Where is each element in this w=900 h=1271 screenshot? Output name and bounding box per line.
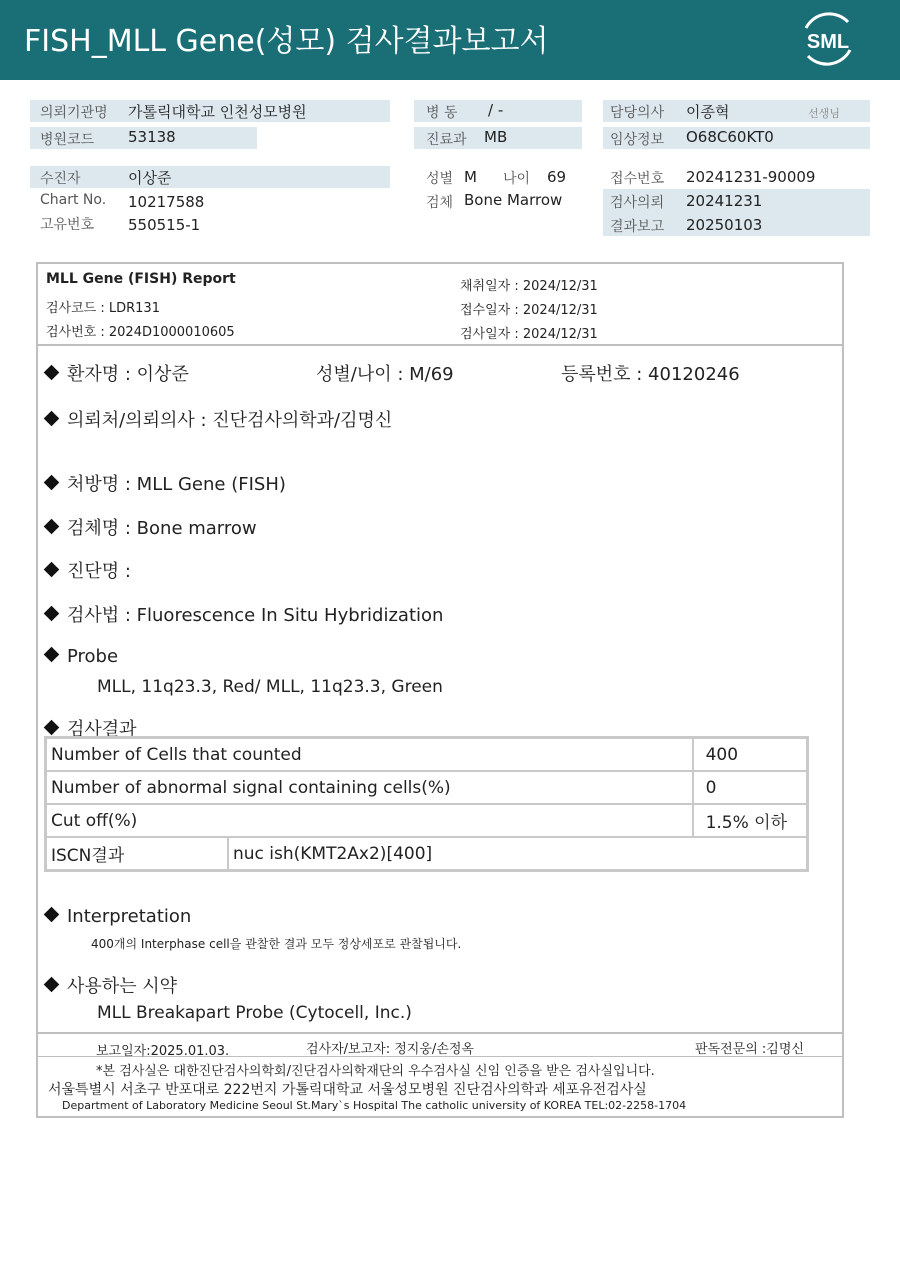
cells-counted-value: 400 xyxy=(693,738,808,772)
collect-date: 채취일자 : 2024/12/31 xyxy=(460,279,598,294)
logo-text: SML xyxy=(806,31,850,53)
probe-heading: Probe xyxy=(46,646,118,667)
referrer-line: 의뢰처/의뢰의사 : 진단검사의학과/김명신 xyxy=(46,406,392,432)
bullet-diamond-icon xyxy=(44,365,60,381)
result-table xyxy=(44,736,809,872)
ward-value: / - xyxy=(488,101,504,119)
dept-label: 진료과 xyxy=(426,132,467,148)
dept-value: MB xyxy=(484,128,508,146)
reagent-text: MLL Breakapart Probe (Cytocell, Inc.) xyxy=(97,1003,412,1023)
bullet-diamond-icon xyxy=(44,720,60,736)
report-title: MLL Gene (FISH) Report xyxy=(46,271,236,287)
request-value: 20241231 xyxy=(686,192,763,210)
diagnosis-line: 진단명 : xyxy=(46,557,131,583)
unique-value: 550515-1 xyxy=(128,216,201,234)
hosp-code-value: 53138 xyxy=(128,128,176,146)
doctor-suffix: 선생님 xyxy=(808,107,840,120)
report-date: 보고일자:2025.01.03. xyxy=(96,1044,230,1059)
result-value: 20250103 xyxy=(686,216,763,234)
exam-date: 검사일자 : 2024/12/31 xyxy=(460,327,598,342)
cutoff-value: 1.5% 이하 xyxy=(693,804,808,837)
specimen-value: Bone Marrow xyxy=(464,191,563,209)
examiner: 검사자/보고자: 정지웅/손정옥 xyxy=(306,1042,474,1057)
pathologist: 판독전문의 :김명신 xyxy=(695,1042,804,1057)
hosp-code-label: 병원코드 xyxy=(40,132,95,148)
prescription-line: 처방명 : MLL Gene (FISH) xyxy=(46,470,286,496)
reagent-heading: 사용하는 시약 xyxy=(46,972,177,998)
footer-divider xyxy=(36,1032,844,1034)
specimen-line: 검체명 : Bone marrow xyxy=(46,514,257,540)
test-code: 검사코드 : LDR131 xyxy=(46,301,160,316)
req-org-value: 가톨릭대학교 인천성모병원 xyxy=(128,103,307,121)
bullet-diamond-icon xyxy=(44,562,60,578)
reg-no-line: 등록번호 : 40120246 xyxy=(561,364,740,385)
bullet-diamond-icon xyxy=(44,475,60,491)
test-number: 검사번호 : 2024D1000010605 xyxy=(46,325,235,340)
bullet-diamond-icon xyxy=(44,411,60,427)
specimen-label: 검체 xyxy=(426,195,454,211)
iscn-value: nuc ish(KMT2Ax2)[400] xyxy=(228,837,808,871)
page-title: FISH_MLL Gene(성모) 검사결과보고서 xyxy=(24,24,549,59)
department-english: Department of Laboratory Medicine Seoul St.Mary`s Hospital The catholic university of KOREA TEL:02-2258-1704 xyxy=(62,1099,687,1112)
req-org-label: 의뢰기관명 xyxy=(40,105,108,121)
probe-text: MLL, 11q23.3, Red/ MLL, 11q23.3, Green xyxy=(97,677,443,697)
result-label: 결과보고 xyxy=(610,219,665,235)
receive-date: 접수일자 : 2024/12/31 xyxy=(460,303,598,318)
cutoff-label: Cut off(%) xyxy=(46,804,693,837)
sex-value: M xyxy=(464,168,477,186)
lab-address: 서울특별시 서초구 반포대로 222번지 가톨릭대학교 서울성모병원 진단검사의학과 세포유전검사실 xyxy=(48,1082,647,1098)
result-heading: 검사결과 xyxy=(46,715,137,741)
patient-value: 이상준 xyxy=(128,169,172,187)
interpretation-heading: Interpretation xyxy=(46,906,191,927)
clinical-label: 임상정보 xyxy=(610,132,665,148)
patient-name-line: 환자명 : 이상준 xyxy=(46,360,189,386)
patient-label: 수진자 xyxy=(40,171,81,187)
method-line: 검사법 : Fluorescence In Situ Hybridization xyxy=(46,601,443,627)
sex-age-line: 성별/나이 : M/69 xyxy=(316,364,454,385)
unique-label: 고유번호 xyxy=(40,217,95,233)
table-row xyxy=(46,771,808,804)
bullet-diamond-icon xyxy=(44,977,60,993)
sml-logo xyxy=(796,10,860,68)
shade-patient xyxy=(30,166,390,188)
iscn-label: ISCN결과 xyxy=(46,837,229,871)
clinical-value: O68C60KT0 xyxy=(686,128,774,146)
bullet-diamond-icon xyxy=(44,907,60,923)
report-header-divider xyxy=(36,344,844,346)
interpretation-text: 400개의 Interphase cell을 관찰한 결과 모두 정상세포로 관찰됩니다. xyxy=(91,937,462,951)
chart-value: 10217588 xyxy=(128,193,205,211)
cells-counted-label: Number of Cells that counted xyxy=(46,738,693,772)
bullet-diamond-icon xyxy=(44,647,60,663)
certification-note: *본 검사실은 대한진단검사의학회/진단검사의학재단의 우수검사실 신임 인증을 받은 검사실입니다. xyxy=(96,1064,655,1079)
chart-label: Chart No. xyxy=(40,192,107,208)
doctor-label: 담당의사 xyxy=(610,105,665,121)
abnormal-cells-label: Number of abnormal signal containing cells(%) xyxy=(46,771,693,804)
header-bar xyxy=(0,0,900,80)
doctor-value: 이종혁 xyxy=(686,103,730,121)
sex-label: 성별 xyxy=(426,171,454,187)
receipt-label: 접수번호 xyxy=(610,171,665,187)
age-value: 69 xyxy=(547,168,567,186)
table-row xyxy=(46,804,808,837)
ward-label: 병 동 xyxy=(426,105,458,121)
bullet-diamond-icon xyxy=(44,519,60,535)
age-label: 나이 xyxy=(503,171,531,187)
abnormal-cells-value: 0 xyxy=(693,771,808,804)
table-row xyxy=(46,738,808,772)
receipt-value: 20241231-90009 xyxy=(686,168,816,186)
bullet-diamond-icon xyxy=(44,606,60,622)
table-row xyxy=(46,837,808,871)
request-label: 검사의뢰 xyxy=(610,195,665,211)
